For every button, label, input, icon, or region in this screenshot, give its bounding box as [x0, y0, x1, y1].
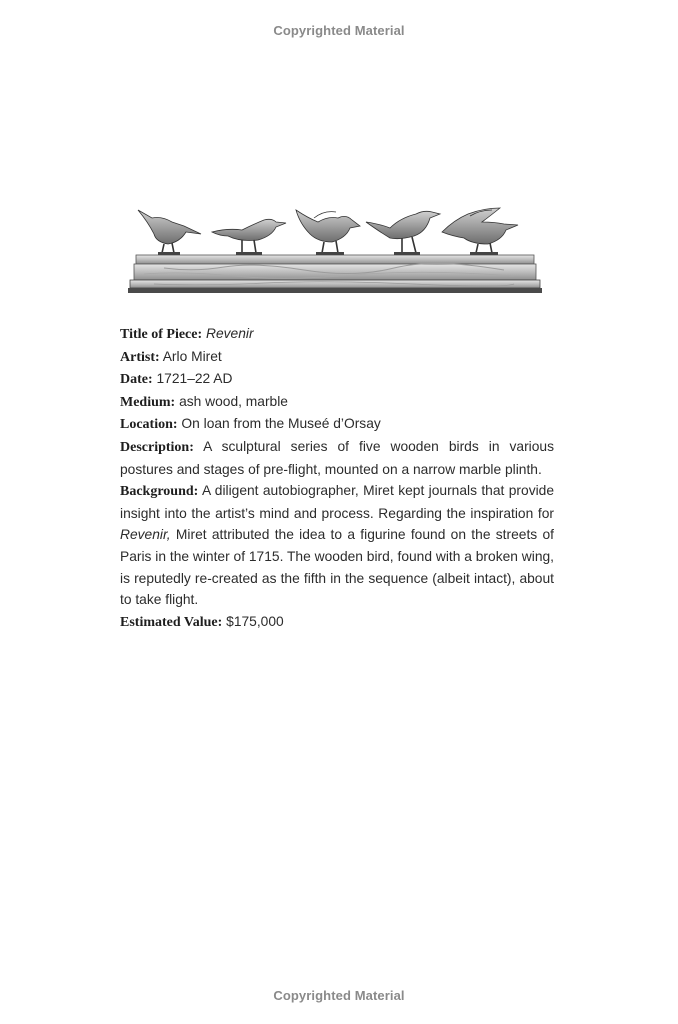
background-italic-title: Revenir,: [120, 527, 171, 543]
location-value: On loan from the Museé d’Orsay: [181, 416, 381, 432]
title-row: [120, 323, 554, 346]
description-value: A sculptural series of five wooden birds in various postures and stages of pre-flight, mounted on a narrow marble plinth.: [120, 438, 554, 477]
bird-3: [296, 210, 360, 255]
artwork-metadata: [120, 323, 554, 633]
description-label: Description:: [120, 439, 194, 455]
date-row: [120, 368, 554, 391]
copyright-watermark-bottom: Copyrighted Material: [273, 988, 405, 1003]
bird-1: [138, 210, 201, 255]
title-value: Revenir: [206, 326, 254, 341]
date-label: Date:: [120, 372, 153, 388]
marble-plinth: [128, 255, 542, 293]
value-row: [120, 611, 554, 634]
date-value: 1721–22 AD: [156, 371, 233, 387]
background-text-1: A diligent autobiographer, Miret kept journals that provide insight into the artist’s mind and process. Regarding the inspiration for: [120, 483, 554, 521]
medium-value: ash wood, marble: [179, 393, 288, 409]
description-row: [120, 436, 554, 480]
title-label: Title of Piece:: [120, 327, 203, 342]
medium-row: [120, 391, 554, 414]
background-text-2: Miret attributed the idea to a figurine found on the streets of Paris in the winter of 1715. The wooden bird, found with a broken wing, is reputedly re-created as the fifth in the sequence (albeit intact), about to take flight.: [120, 527, 554, 608]
bird-4: [366, 211, 440, 255]
artist-label: Artist:: [120, 349, 160, 365]
background-label: Background:: [120, 484, 199, 500]
estimated-value-label: Estimated Value:: [120, 614, 223, 630]
medium-label: Medium:: [120, 394, 176, 410]
location-label: Location:: [120, 417, 178, 433]
birds-sculpture-illustration: [124, 198, 548, 302]
bird-2: [212, 219, 286, 255]
location-row: [120, 413, 554, 436]
artist-value: Arlo Miret: [162, 348, 222, 364]
artist-row: [120, 346, 554, 369]
background-row: [120, 480, 554, 611]
bird-5: [442, 208, 518, 255]
estimated-value: $175,000: [226, 613, 284, 629]
copyright-watermark-top: Copyrighted Material: [273, 23, 405, 38]
